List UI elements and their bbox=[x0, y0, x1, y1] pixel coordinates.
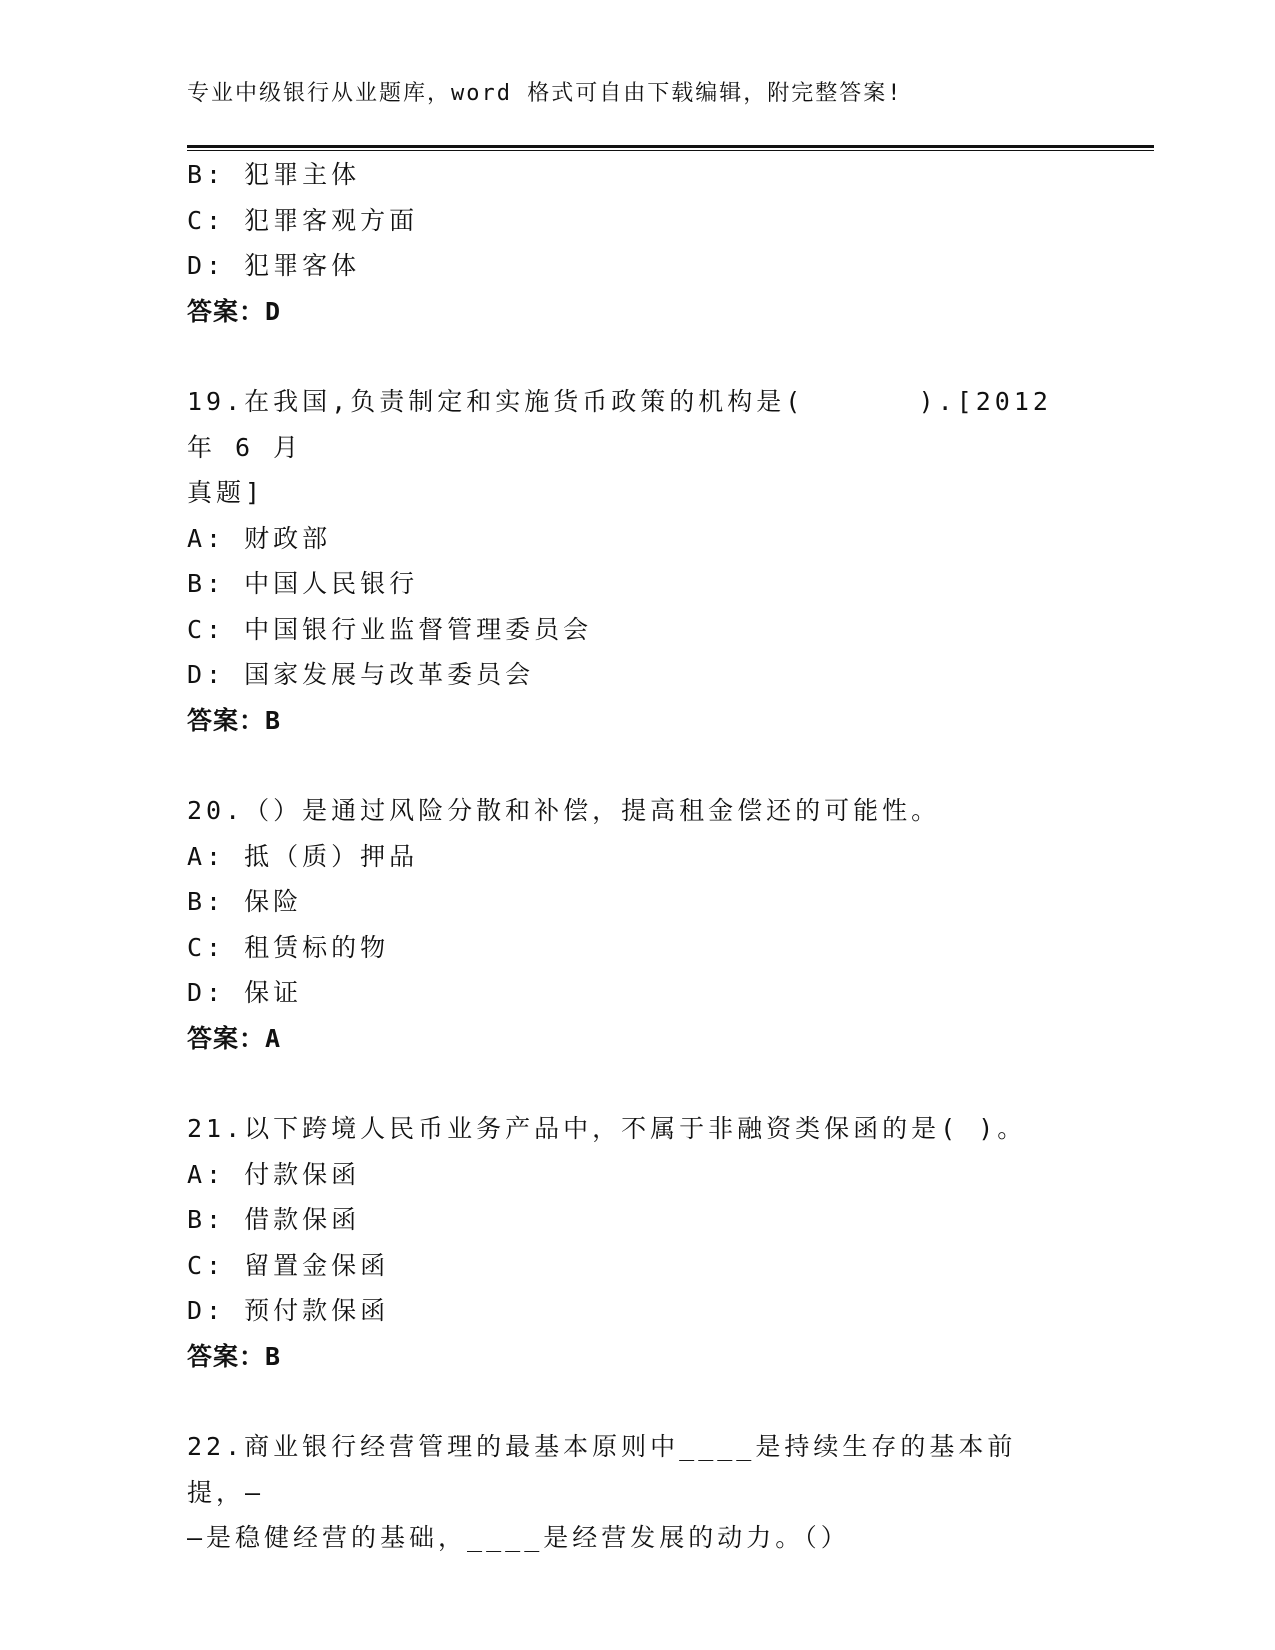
question-stem: 21.以下跨境人民币业务产品中，不属于非融资类保函的是( )。 bbox=[187, 1114, 1027, 1143]
answer-label: 答案：D bbox=[187, 296, 282, 326]
question-20 bbox=[187, 788, 1067, 1061]
question-stem-continued: 真题] bbox=[187, 478, 265, 507]
spacer bbox=[187, 1379, 1067, 1424]
question-stem: 19.在我国,负责制定和实施货币政策的机构是( ).[2012 年 6 月 bbox=[187, 387, 1071, 462]
question-21 bbox=[187, 1106, 1067, 1379]
question-stem: 22.商业银行经营管理的最基本原则中____是持续生存的基本前提，— bbox=[187, 1432, 1017, 1507]
option-c: C: 犯罪客观方面 bbox=[187, 205, 419, 235]
option-c: C: 中国银行业监督管理委员会 bbox=[187, 614, 593, 644]
question-stem: 20.（）是通过风险分散和补偿，提高租金偿还的可能性。 bbox=[187, 796, 941, 825]
question-content bbox=[187, 152, 1071, 1561]
page-header: 专业中级银行从业题库，word 格式可自由下载编辑，附完整答案! bbox=[187, 81, 903, 106]
option-d: D: 预付款保函 bbox=[187, 1296, 390, 1325]
question-19 bbox=[187, 379, 1071, 743]
answer-label: 答案：A bbox=[187, 1023, 282, 1053]
option-b: B: 保险 bbox=[187, 887, 303, 916]
option-d: D: 国家发展与改革委员会 bbox=[187, 660, 535, 689]
option-c: C: 留置金保函 bbox=[187, 1250, 390, 1280]
answer-label: 答案：B bbox=[187, 1341, 282, 1371]
option-b: B: 借款保函 bbox=[187, 1205, 361, 1234]
option-d: D: 犯罪客体 bbox=[187, 251, 361, 280]
header-divider bbox=[187, 145, 1154, 151]
spacer bbox=[187, 334, 1067, 379]
option-a: A: 财政部 bbox=[187, 523, 332, 553]
option-c: C: 租赁标的物 bbox=[187, 932, 390, 962]
spacer bbox=[187, 743, 1067, 788]
option-a: A: 付款保函 bbox=[187, 1159, 361, 1189]
option-b: B: 犯罪主体 bbox=[187, 160, 361, 189]
answer-label: 答案：B bbox=[187, 705, 282, 735]
option-a: A: 抵（质）押品 bbox=[187, 841, 419, 871]
option-d: D: 保证 bbox=[187, 978, 303, 1007]
question-22 bbox=[187, 1424, 1067, 1561]
previous-question-fragment bbox=[187, 152, 1067, 334]
option-b: B: 中国人民银行 bbox=[187, 569, 419, 598]
spacer bbox=[187, 1061, 1067, 1106]
question-stem-continued: —是稳健经营的基础，____是经营发展的动力。（） bbox=[187, 1523, 850, 1552]
